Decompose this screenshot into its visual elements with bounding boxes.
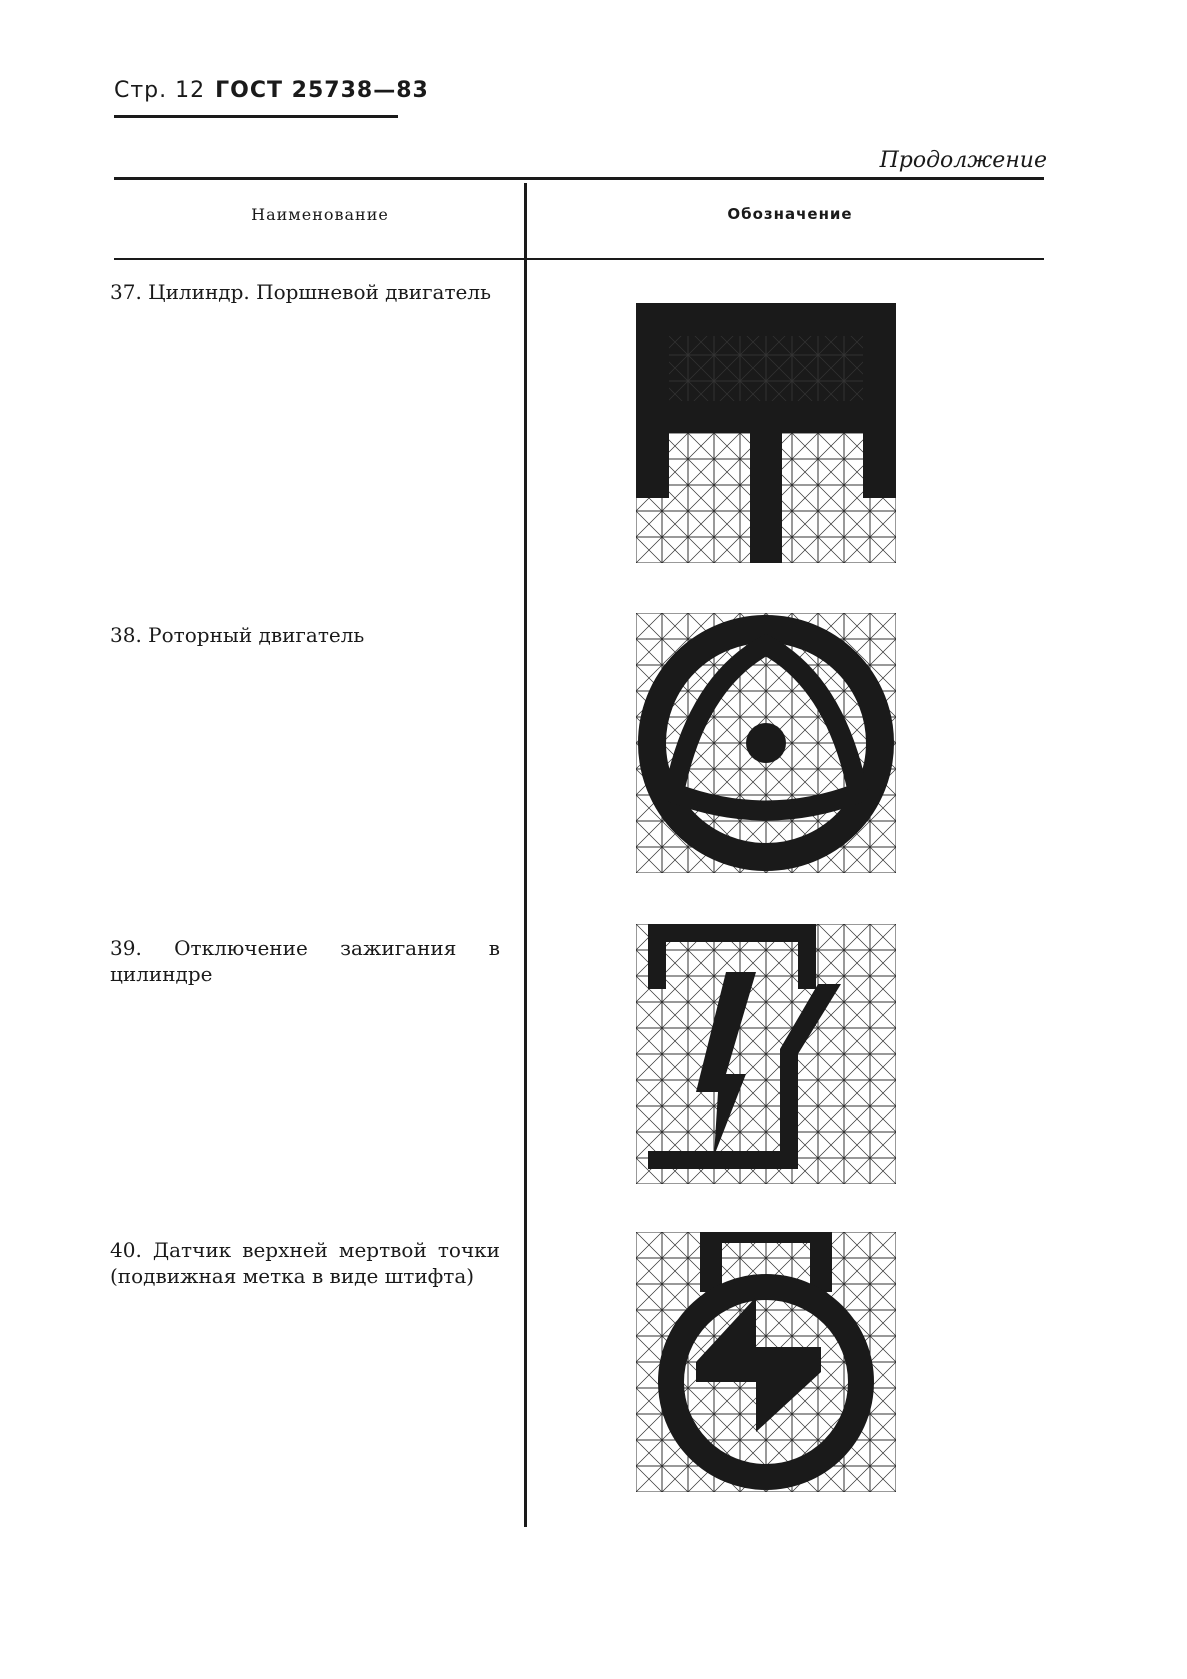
standard-number: ГОСТ 25738—83 (215, 78, 429, 103)
column-divider (524, 183, 527, 1527)
ignition-off-icon (636, 924, 896, 1184)
entry-40-name: 40. Датчик верхней мертвой точки (подвижная метка в виде штифта) (110, 1238, 500, 1288)
table-header-rule (114, 258, 1044, 260)
piston-engine-icon (636, 303, 896, 563)
continuation-label: Продолжение (879, 148, 1047, 173)
entry-37-name: 37. Цилиндр. Поршневой двигатель (110, 280, 491, 304)
tdc-sensor-icon (636, 1232, 896, 1492)
header-underline (114, 115, 398, 118)
page-header (114, 78, 429, 103)
rotary-engine-icon (636, 613, 896, 873)
column-header-symbol: Обозначение (727, 205, 853, 223)
column-header-name: Наименование (251, 205, 389, 224)
table-top-rule (114, 177, 1044, 180)
page-number: Стр. 12 (114, 78, 206, 103)
entry-38-name: 38. Роторный двигатель (110, 623, 365, 647)
entry-39-name: 39. Отключение зажигания в цилиндре (110, 936, 500, 986)
